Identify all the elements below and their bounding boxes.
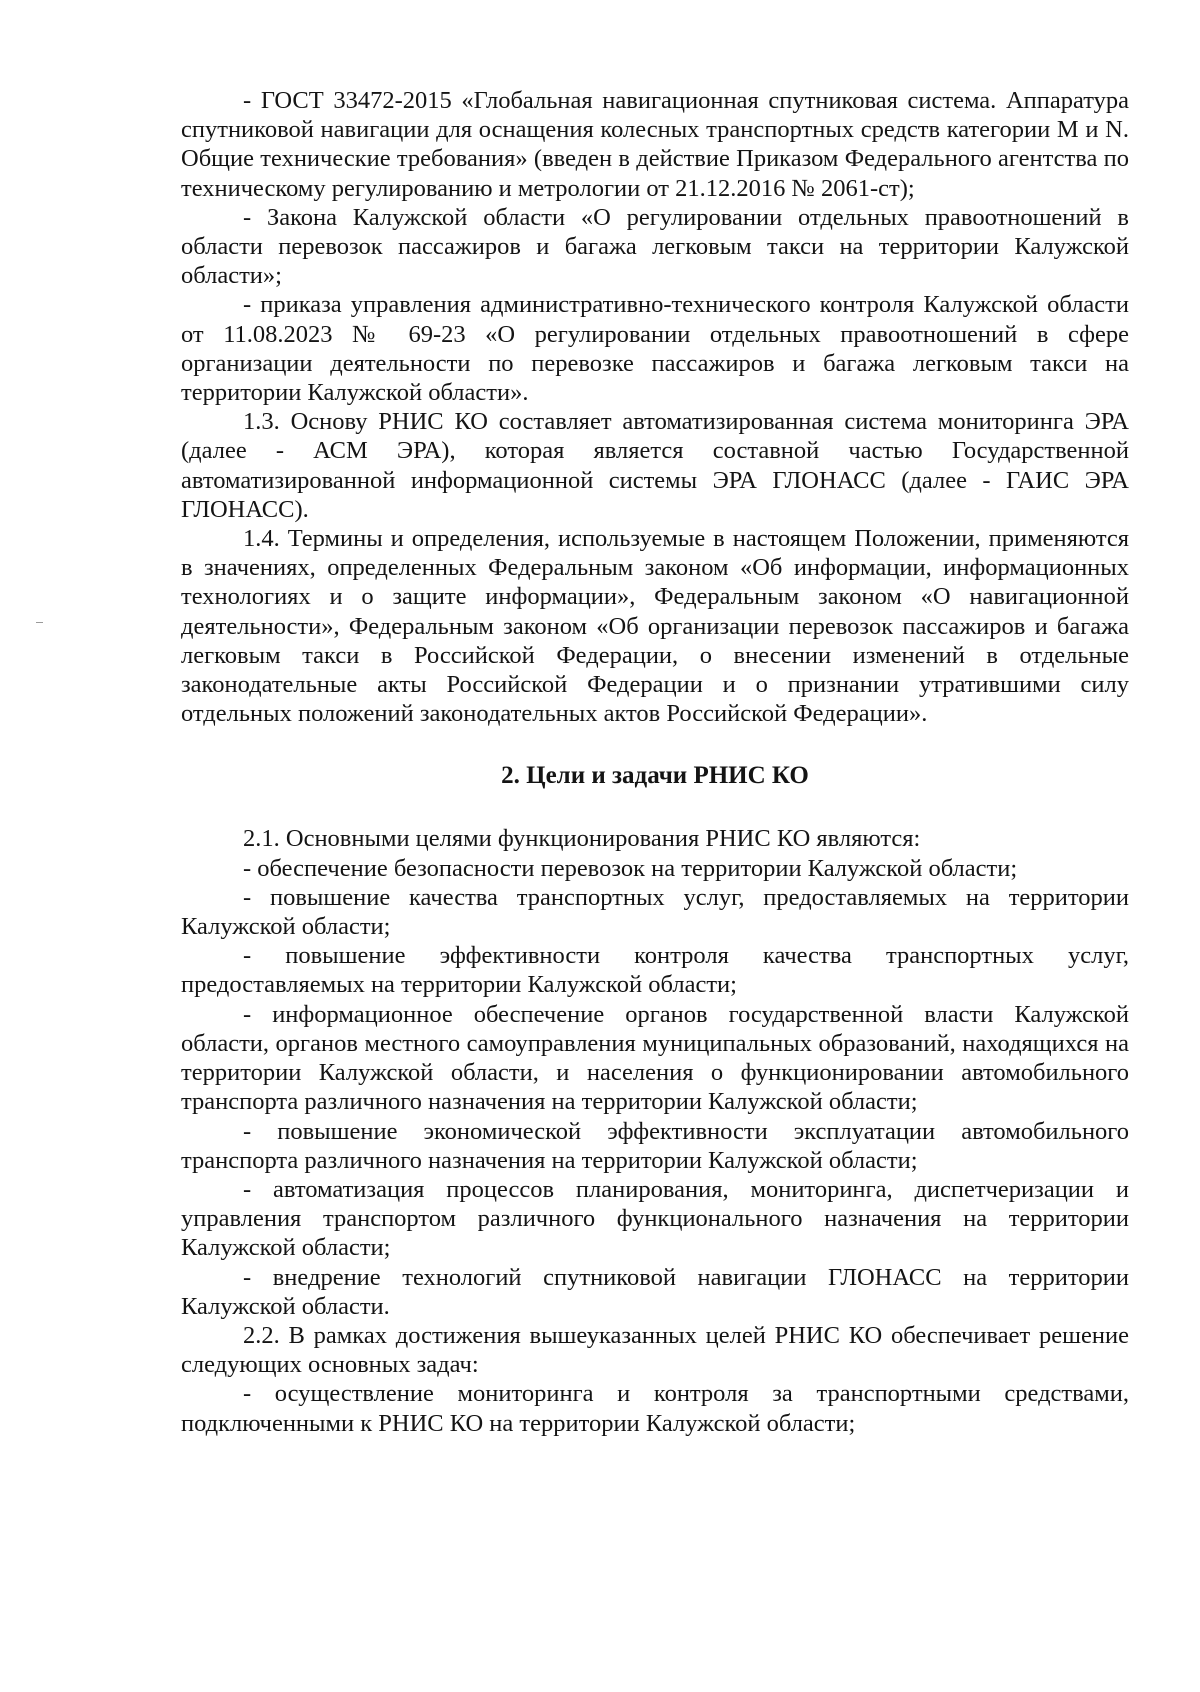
list-item-goal-glonass: - внедрение технологий спутниковой навигации ГЛОНАСС на территории Калужской области. <box>181 1263 1129 1320</box>
paragraph-order-69-23: - приказа управления административно-технического контроля Калужской области от 11.08.2023 № 69-23 «О регулировании отдельных правоотношений в сфере организации деятельности по перевозке пассажиров и багажа легковым такси на территории Калужской области». <box>181 291 1129 407</box>
section-heading-2: 2. Цели и задачи РНИС КО <box>501 762 809 790</box>
paragraph-2-1: 2.1. Основными целями функционирования РНИС КО являются: <box>243 825 921 853</box>
list-item-goal-efficiency: - повышение экономической эффективности эксплуатации автомобильного транспорта различного назначения на территории Калужской области; <box>181 1117 1129 1174</box>
list-item-goal-information: - информационное обеспечение органов государственной власти Калужской области, органов местного самоуправления муниципальных образований, находящихся на территории Калужской области, и населения о функционировании автомобильного транспорта различного назначения на территории Калужской области; <box>181 1000 1129 1116</box>
list-item-task-monitoring: - осуществление мониторинга и контроля за транспортными средствами, подключенными к РНИС КО на территории Калужской области; <box>181 1380 1129 1437</box>
list-item-goal-automation: - автоматизация процессов планирования, мониторинга, диспетчеризации и управления транспортом различного функционального назначения на территории Калужской области; <box>181 1175 1129 1262</box>
paragraph-1-3: 1.3. Основу РНИС КО составляет автоматизированная система мониторинга ЭРА (далее - АСМ ЭРА), которая является составной частью Государственной автоматизированной информационной системы ЭРА ГЛОНАСС (далее - ГАИС ЭРА ГЛОНАСС). <box>181 408 1129 523</box>
scan-margin-mark <box>36 622 43 623</box>
document-body <box>181 86 1129 1438</box>
paragraph-kaluga-law-taxi: - Закона Калужской области «О регулировании отдельных правоотношений в области перевозок пассажиров и багажа легковым такси на территории Калужской области»; <box>181 203 1129 290</box>
list-item-goal-control: - повышение эффективности контроля качества транспортных услуг, предоставляемых на территории Калужской области; <box>181 942 1129 999</box>
paragraph-1-4: 1.4. Термины и определения, используемые в настоящем Положении, применяются в значениях, определенных Федеральным законом «Об информации, информационных технологиях и о защите информации», Федеральным законом «О навигационной деятельности», Федеральным законом «Об организации перевозок пассажиров и багажа легковым такси в Российской Федерации, о внесении изменений в отдельные законодательные акты Российской Федерации и о признании утратившими силу отдельных положений законодательных актов Российской Федерации». <box>181 525 1129 728</box>
list-item-goal-safety: - обеспечение безопасности перевозок на территории Калужской области; <box>243 854 1018 882</box>
paragraph-gost-33472: - ГОСТ 33472-2015 «Глобальная навигационная спутниковая система. Аппаратура спутниковой навигации для оснащения колесных транспортных средств категории М и N. Общие технические требования» (введен в действие Приказом Федерального агентства по техническому регулированию и метрологии от 21.12.2016 № 2061-ст); <box>181 87 1129 202</box>
list-item-goal-quality: - повышение качества транспортных услуг, предоставляемых на территории Калужской области; <box>181 883 1129 941</box>
paragraph-2-2: 2.2. В рамках достижения вышеуказанных целей РНИС КО обеспечивает решение следующих основных задач: <box>181 1321 1129 1379</box>
